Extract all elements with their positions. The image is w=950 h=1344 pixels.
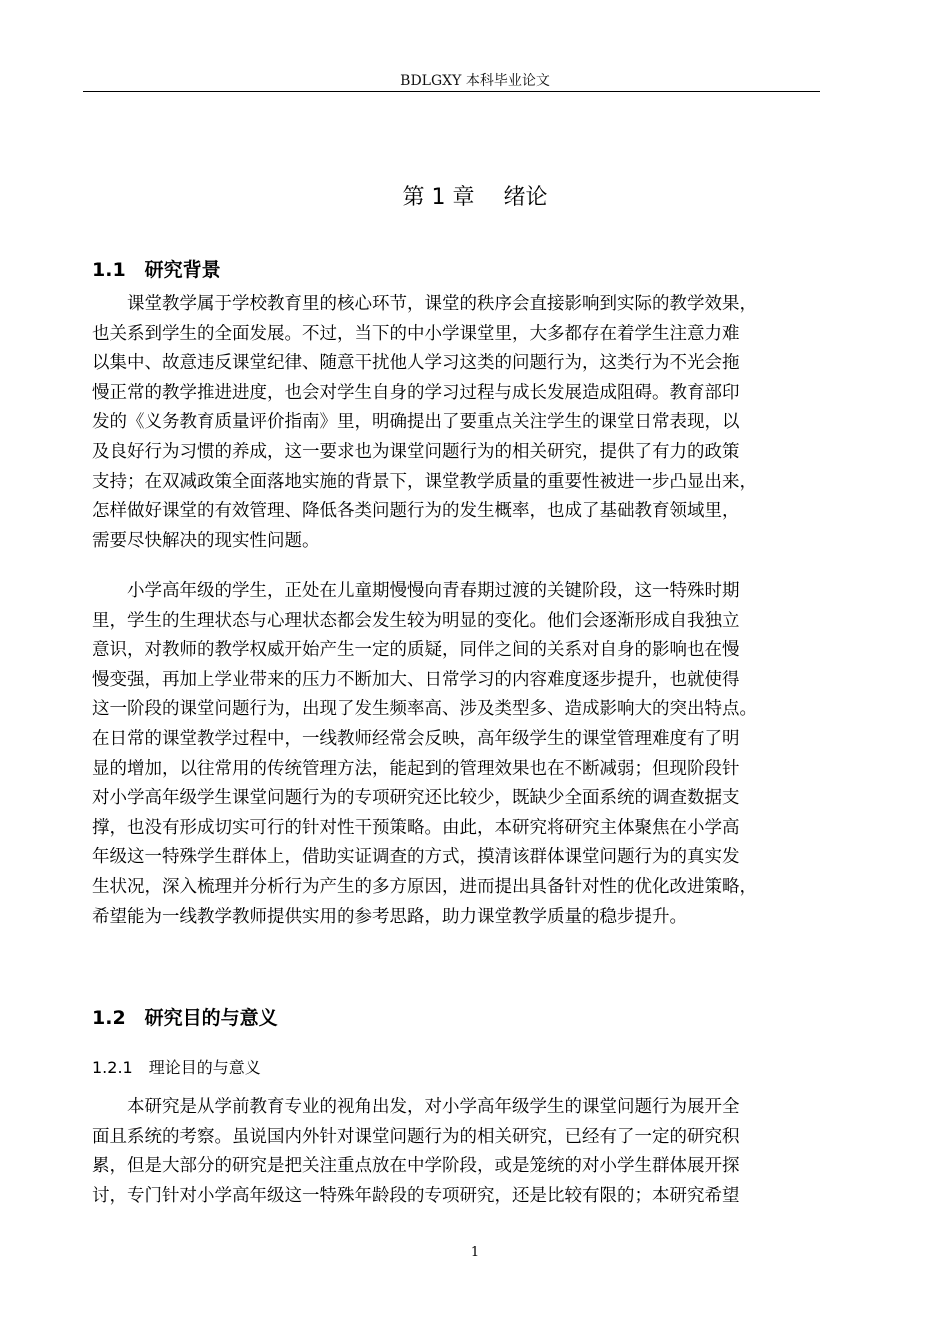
- text-line: 小学高年级的学生，正处在儿童期慢慢向青春期过渡的关键阶段，这一特殊时期: [92, 581, 740, 601]
- text-line: 里，学生的生理状态与心理状态都会发生较为明显的变化。他们会逐渐形成自我独立: [92, 610, 740, 631]
- header-divider: [83, 91, 820, 92]
- text-line: 及良好行为习惯的养成，这一要求也为课堂问题行为的相关研究，提供了有力的政策: [92, 441, 740, 462]
- text-line: 发的《义务教育质量评价指南》里，明确提出了要重点关注学生的课堂日常表现，以: [92, 412, 740, 433]
- paragraph-theory: [92, 1093, 832, 1211]
- page-number: 1: [470, 1245, 480, 1260]
- text-line: 这一阶段的课堂问题行为，出现了发生频率高、涉及类型多、造成影响大的突出特点。: [92, 699, 757, 720]
- text-line: 以集中、故意违反课堂纪律、随意干扰他人学习这类的问题行为，这类行为不光会拖: [92, 353, 740, 374]
- text-line: 面且系统的考察。虽说国内外针对课堂问题行为的相关研究，已经有了一定的研究积: [92, 1126, 740, 1147]
- text-line: 本研究是从学前教育专业的视角出发，对小学高年级学生的课堂问题行为展开全: [92, 1097, 740, 1117]
- subsection-heading: 1.2.1 理论目的与意义: [92, 1058, 261, 1077]
- text-line: 慢变强，再加上学业带来的压力不断加大、日常学习的内容难度逐步提升，也就使得: [92, 669, 740, 690]
- text-line: 累，但是大部分的研究是把关注重点放在中学阶段，或是笼统的对小学生群体展开探: [92, 1156, 740, 1177]
- paragraph-background-2: [92, 577, 832, 932]
- text-line: 怎样做好课堂的有效管理、降低各类问题行为的发生概率，也成了基础教育领域里，: [92, 501, 740, 522]
- text-line: 慢正常的教学推进进度，也会对学生自身的学习过程与成长发展造成阻碍。教育部印: [92, 382, 740, 403]
- paragraph-background-1: [92, 290, 832, 556]
- text-line: 希望能为一线教学教师提供实用的参考思路，助力课堂教学质量的稳步提升。: [92, 906, 687, 927]
- text-line: 支持；在双减政策全面落地实施的背景下，课堂教学质量的重要性被进一步凸显出来，: [92, 471, 757, 492]
- text-line: 意识，对教师的教学权威开始产生一定的质疑，同伴之间的关系对自身的影响也在慢: [92, 640, 740, 661]
- text-line: 讨，专门针对小学高年级这一特殊年龄段的专项研究，还是比较有限的；本研究希望: [92, 1185, 740, 1206]
- text-line: 课堂教学属于学校教育里的核心环节，课堂的秩序会直接影响到实际的教学效果，: [92, 294, 757, 314]
- running-header: BDLGXY 本科毕业论文: [400, 73, 550, 89]
- section-heading: 1.2 研究目的与意义: [92, 1007, 278, 1029]
- chapter-title: 第 1 章 绪论: [402, 185, 548, 210]
- text-line: 撑，也没有形成切实可行的针对性干预策略。由此，本研究将研究主体聚焦在小学高: [92, 817, 740, 838]
- text-line: 在日常的课堂教学过程中，一线教师经常会反映，高年级学生的课堂管理难度有了明: [92, 728, 740, 749]
- text-line: 对小学高年级学生课堂问题行为的专项研究还比较少，既缺少全面系统的调查数据支: [92, 788, 740, 809]
- section-heading: 1.1 研究背景: [92, 259, 221, 281]
- text-line: 需要尽快解决的现实性问题。: [92, 530, 320, 551]
- text-line: 生状况，深入梳理并分析行为产生的多方原因，进而提出具备针对性的优化改进策略，: [92, 876, 757, 897]
- text-line: 年级这一特殊学生群体上，借助实证调查的方式，摸清该群体课堂问题行为的真实发: [92, 847, 740, 868]
- text-line: 也关系到学生的全面发展。不过，当下的中小学课堂里，大多都存在着学生注意力难: [92, 323, 740, 344]
- text-line: 显的增加，以往常用的传统管理方法，能起到的管理效果也在不断减弱；但现阶段针: [92, 758, 740, 779]
